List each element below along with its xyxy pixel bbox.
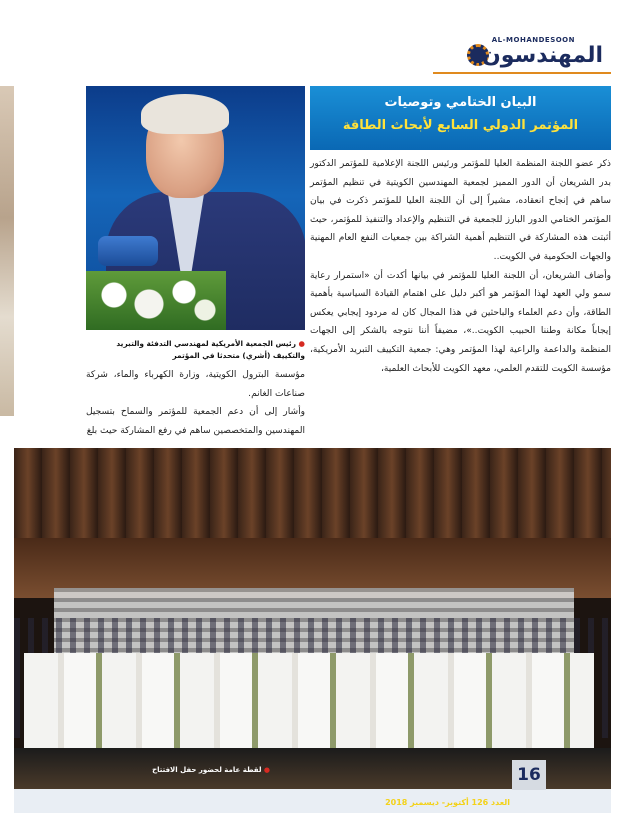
magazine-logo — [433, 36, 611, 70]
flower-arrangement — [86, 271, 226, 330]
previous-page-photo-strip — [0, 86, 14, 416]
portrait-caption — [86, 338, 305, 362]
caption-bullet-icon: ● — [298, 339, 305, 348]
issue-info: العدد 126 أكتوبر- ديسمبر 2018 — [385, 798, 510, 807]
audience-caption-text: لقطة عامة لحضور حفل الافتتاح — [152, 766, 262, 774]
auditorium-ceiling — [14, 448, 611, 538]
speaker-portrait-photo — [86, 86, 305, 330]
portrait-caption-text: رئيس الجمعية الأمريكية لمهندسي التدفئة والتبريد والتكييف (أشري) متحدثا في المؤتمر — [116, 339, 305, 360]
caption-bullet-icon: ● — [263, 766, 270, 774]
article-body-left-column — [86, 366, 305, 440]
page-number: 16 — [512, 760, 546, 790]
speaker-hair — [141, 94, 229, 134]
article-title-line1: البيان الختامي وتوصيات — [384, 95, 537, 110]
body-paragraph: ذكر عضو اللجنة المنظمة العليا للمؤتمر ورئيس اللجنة الإعلامية للمؤتمر الدكتور بدر الشريعان أن الدور المميز لجمعية المهندسين الكويتية في تنظيم المؤتمر ساهم في إنجاح انعقاده، مشيراً إلى أن اللجنة العليا للمؤتمر ذكرت في بيان المؤتمر الختامي الدور البارز للجمعية في التنظيم والإعداد والتنفيذ للمؤتمر، حيث أثبتت هذه المشاركة في التنظيم أهمية الشراكة بين جمعيات النفع العام المهنية والجهات الحكومية في الكويت.. — [310, 159, 611, 262]
article-title-line2: المؤتمر الدولي السابع لأبحاث الطاقة — [342, 118, 579, 133]
article-title-banner — [310, 86, 611, 150]
audience-photo — [14, 448, 611, 789]
logo-underline — [433, 72, 611, 74]
footer-band — [14, 789, 611, 813]
logo-latin-text: AL-MOHANDESOON — [491, 36, 575, 44]
logo-arabic-text: المهندسون — [482, 43, 603, 68]
front-row-guests — [24, 653, 594, 763]
body-paragraph: وأضاف الشريعان، أن اللجنة العليا للمؤتمر في بيانها أكدت أن «استمرار رعاية سمو ولي العهد لهذا المؤتمر هو أكبر دليل على اهتمام القيادة السياسية بأهمية الطاقة، وأن دعم العلماء والباحثين في هذا المجال كان له مردود إيجابي يعكس إيجاباً مكانة وطننا الحبيب الكويت..»، مضيفاً أننا نتوجه بالشكر إلى الجهات المنظمة والداعمة والراعية لهذا المؤتمر وهي: جمعية التكييف التبريد الأمريكية، مؤسسة الكويت للتقدم العلمي، معهد الكويت للأبحاث العلمية، — [310, 270, 611, 374]
microphone-icon — [98, 236, 158, 266]
body-paragraph: مؤسسة البترول الكويتية، وزارة الكهرباء والماء، شركة صناعات الغانم. — [86, 370, 305, 399]
audience-caption — [150, 766, 270, 774]
body-paragraph: وأشار إلى أن دعم الجمعية للمؤتمر والسماح بتسجيل المهندسين والمتخصصين ساهم في رفع المشاركة حيث بلغ — [86, 407, 305, 436]
article-body-right-column — [310, 155, 611, 378]
